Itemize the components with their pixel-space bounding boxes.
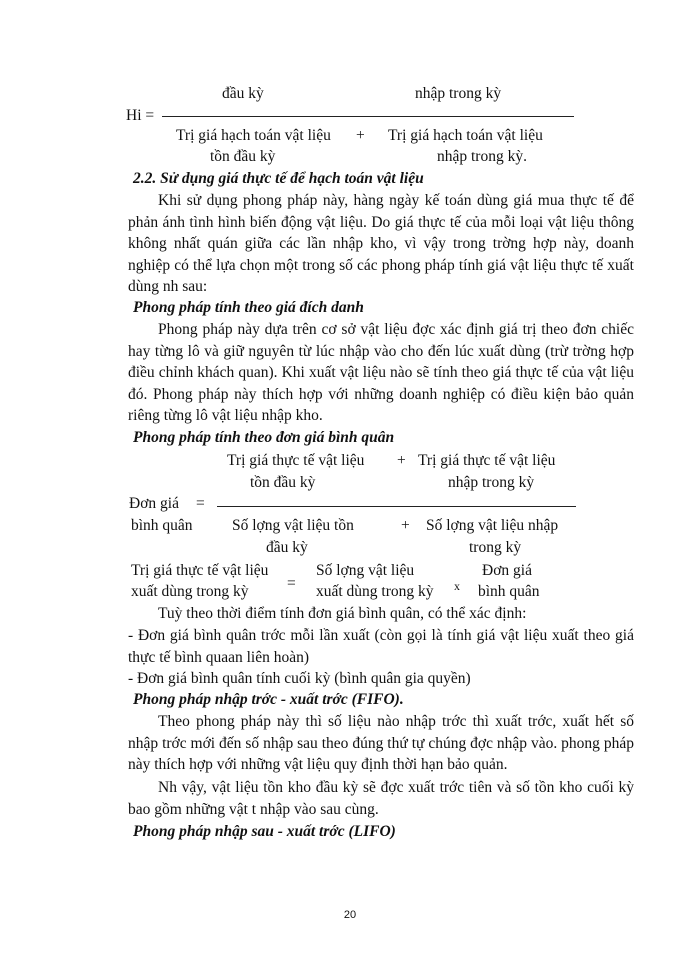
method-lifo-heading: Phong pháp nhập sau - xuất trớc (LIFO) (133, 823, 396, 840)
avg-formula-bottom-left-2: đầu kỳ (266, 539, 308, 556)
export-formula-value-2: xuất dùng trong kỳ (131, 583, 249, 600)
avg-formula-top-left-2: tồn đầu kỳ (250, 474, 316, 491)
method-fifo-p2: Nh vậy, vật liệu tồn kho đầu kỳ sẽ đợc xuất trớc tiên và số tồn kho cuối kỳ bao gồm những vật t nhập vào sau cùng. (128, 779, 634, 818)
formula-hi-bottom-left-1: Trị giá hạch toán vật liệu (176, 127, 331, 144)
method-average-p3: - Đơn giá bình quân tính cuối kỳ (bình quân gia quyền) (128, 670, 471, 687)
avg-formula-top-right-2: nhập trong kỳ (448, 474, 535, 491)
method-average-heading: Phong pháp tính theo đơn giá bình quân (133, 429, 395, 446)
method-specific-heading: Phong pháp tính theo giá đích danh (133, 299, 364, 316)
formula-hi-plus: + (356, 127, 365, 144)
avg-formula-lhs-1: Đơn giá (129, 495, 179, 512)
method-fifo-heading: Phong pháp nhập trớc - xuất trớc (FIFO). (133, 691, 404, 708)
export-formula-qty-2: xuất dùng trong kỳ (316, 583, 434, 600)
avg-formula-top-plus: + (397, 452, 406, 469)
section-2-2-heading: 2.2. Sử dụng giá thực tế để hạch toán vật liệu (133, 170, 424, 187)
avg-formula-top-right-1: Trị giá thực tế vật liệu (418, 452, 556, 469)
page-number: 20 (343, 909, 357, 921)
formula-hi-bottom-right-2: nhập trong kỳ. (437, 148, 527, 165)
avg-formula-bottom-left-1: Số lợng vật liệu tồn (232, 517, 354, 534)
formula-hi-bottom-right-1: Trị giá hạch toán vật liệu (388, 127, 543, 144)
avg-formula-bottom-plus: + (401, 517, 410, 534)
avg-formula-lhs-2: bình quân (131, 517, 193, 534)
formula-hi-bottom-left-2: tồn đầu kỳ (210, 148, 276, 165)
formula-hi-top-left: đầu kỳ (222, 85, 264, 102)
export-formula-qty-1: Số lợng vật liệu (316, 562, 415, 579)
section-2-2-paragraph: Khi sử dụng phong pháp này, hàng ngày kế toán dùng giá mua thực tế để phản ánh tình hình biến động vật liệu. Do giá thực tế của mỗi loại vật liệu thông không nhất quán giữa các lần nhập kho, vì vậy trong trờng hợp này, doanh nghiệp có thể lựa chọn một trong số các phong pháp tính giá vật liệu thực tế xuất dùng nh sau: (128, 192, 634, 296)
formula-hi-fraction-bar (162, 116, 574, 117)
avg-formula-eq: = (196, 495, 205, 512)
export-formula-price-1: Đơn giá (482, 562, 532, 579)
avg-formula-fraction-bar (217, 506, 576, 507)
method-average-p1: Tuỳ theo thời điểm tính đơn giá bình quân, có thể xác định: (158, 605, 527, 622)
avg-formula-top-left-1: Trị giá thực tế vật liệu (227, 452, 365, 469)
export-formula-eq: = (287, 575, 296, 592)
export-formula-times: x (454, 579, 460, 593)
formula-hi-lhs: Hi = (126, 107, 155, 124)
method-average-p2: - Đơn giá bình quân trớc mỗi lần xuất (còn gọi là tính giá vật liệu xuất theo giá thực tế bình quaan liên hoàn) (128, 627, 634, 666)
avg-formula-bottom-right-2: trong kỳ (469, 539, 522, 556)
export-formula-value-1: Trị giá thực tế vật liệu (131, 562, 269, 579)
export-formula-price-2: bình quân (478, 583, 540, 600)
avg-formula-bottom-right-1: Số lợng vật liệu nhập (426, 517, 559, 534)
method-fifo-p1: Theo phong pháp này thì số liệu nào nhập trớc thì xuất trớc, xuất hết số nhập trớc mới đến số nhập sau theo đúng thứ tự chúng đợc nhập vào. phong pháp này thích hợp với những vật liệu quy định thời hạn bảo quản. (128, 713, 634, 774)
formula-hi-top-right: nhập trong kỳ (415, 85, 502, 102)
method-specific-paragraph: Phong pháp này dựa trên cơ sở vật liệu đợc xác định giá trị theo đơn chiếc hay từng lô và giữ nguyên từ lúc nhập vào cho đến lúc xuất dùng (trừ trờng hợp điều chỉnh khách quan). Khi xuất vật liệu nào sẽ tính theo giá thực tế của vật liệu đó. Phong pháp này thích hợp với những doanh nghiệp có điều kiện bảo quản riêng từng lô vật liệu nhập kho. (128, 321, 634, 425)
